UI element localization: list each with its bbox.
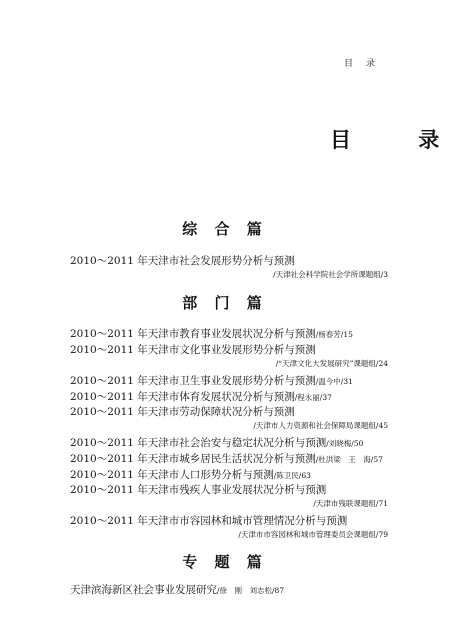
toc-entry-title <box>70 373 353 388</box>
toc-entry-author: /天津市市容园林和城市管理委员会课题组/79 <box>238 530 388 539</box>
toc-entry-title: 2010～2011 年天津市文化事业发展形势分析与预测 <box>70 344 316 356</box>
toc-entry-author: /徐 刚 刘志松/87 <box>217 586 285 595</box>
section-title-special-topics: 专 题 篇 <box>182 553 268 571</box>
toc-entry-author: /天津社会科学院社会学所课题组/3 <box>273 270 388 279</box>
running-head: 目 录 <box>344 59 380 69</box>
section-title-departments: 部 门 篇 <box>182 294 268 312</box>
toc-entry-author: /刘晓梅/50 <box>326 439 364 448</box>
toc-entry-author: /杨春芳/15 <box>315 330 353 339</box>
toc-entry-title: 2010～2011 年天津市市容园林和城市管理情况分析与预测 <box>70 515 348 527</box>
toc-entry-author: /天津市残联课题组/71 <box>313 499 388 508</box>
toc-entry-title <box>70 582 284 597</box>
toc-entry-title-text: 2010～2011 年天津市社会治安与稳定状况分析与预测 <box>70 437 327 449</box>
toc-entry-title <box>70 435 363 450</box>
page-title: 目 录 <box>330 127 469 152</box>
toc-entry-title-text: 2010～2011 年天津市人口形势分析与预测 <box>70 469 274 481</box>
toc-entry-title-text: 2010～2011 年天津市卫生事业发展形势分析与预测 <box>70 375 316 387</box>
section-title-comprehensive: 综 合 篇 <box>182 220 268 238</box>
toc-entry-title-text: 2010～2011 年天津市体育发展状况分析与预测 <box>70 391 295 403</box>
toc-entry-title: 2010～2011 年天津市残疾人事业发展状况分析与预测 <box>70 484 327 496</box>
toc-entry-author: /陈卫民/63 <box>273 471 311 480</box>
toc-entry-title <box>70 326 353 341</box>
toc-entry-title-text: 2010～2011 年天津市教育事业发展状况分析与预测 <box>70 328 316 340</box>
toc-entry-author: /杜洪梁 王 海/57 <box>315 455 383 464</box>
toc-entry-author: /“天津文化大发展研究”课题组/24 <box>275 359 388 368</box>
toc-entry-author: /天津市人力资源和社会保障局课题组/45 <box>253 421 388 430</box>
toc-entry-author: /程永丽/37 <box>294 393 332 402</box>
toc-entry-title-text: 天津滨海新区社会事业发展研究 <box>70 584 217 596</box>
toc-entry-title <box>70 389 332 404</box>
toc-entry-title <box>70 467 311 482</box>
toc-entry-title-text: 2010～2011 年天津市城乡居民生活状况分析与预测 <box>70 453 316 465</box>
toc-entry-title <box>70 451 383 466</box>
toc-entry-title: 2010～2011 年天津市劳动保障状况分析与预测 <box>70 406 295 418</box>
toc-entry-title: 2010～2011 年天津市社会发展形势分析与预测 <box>70 255 295 267</box>
toc-entry-author: /温今中/31 <box>315 377 353 386</box>
